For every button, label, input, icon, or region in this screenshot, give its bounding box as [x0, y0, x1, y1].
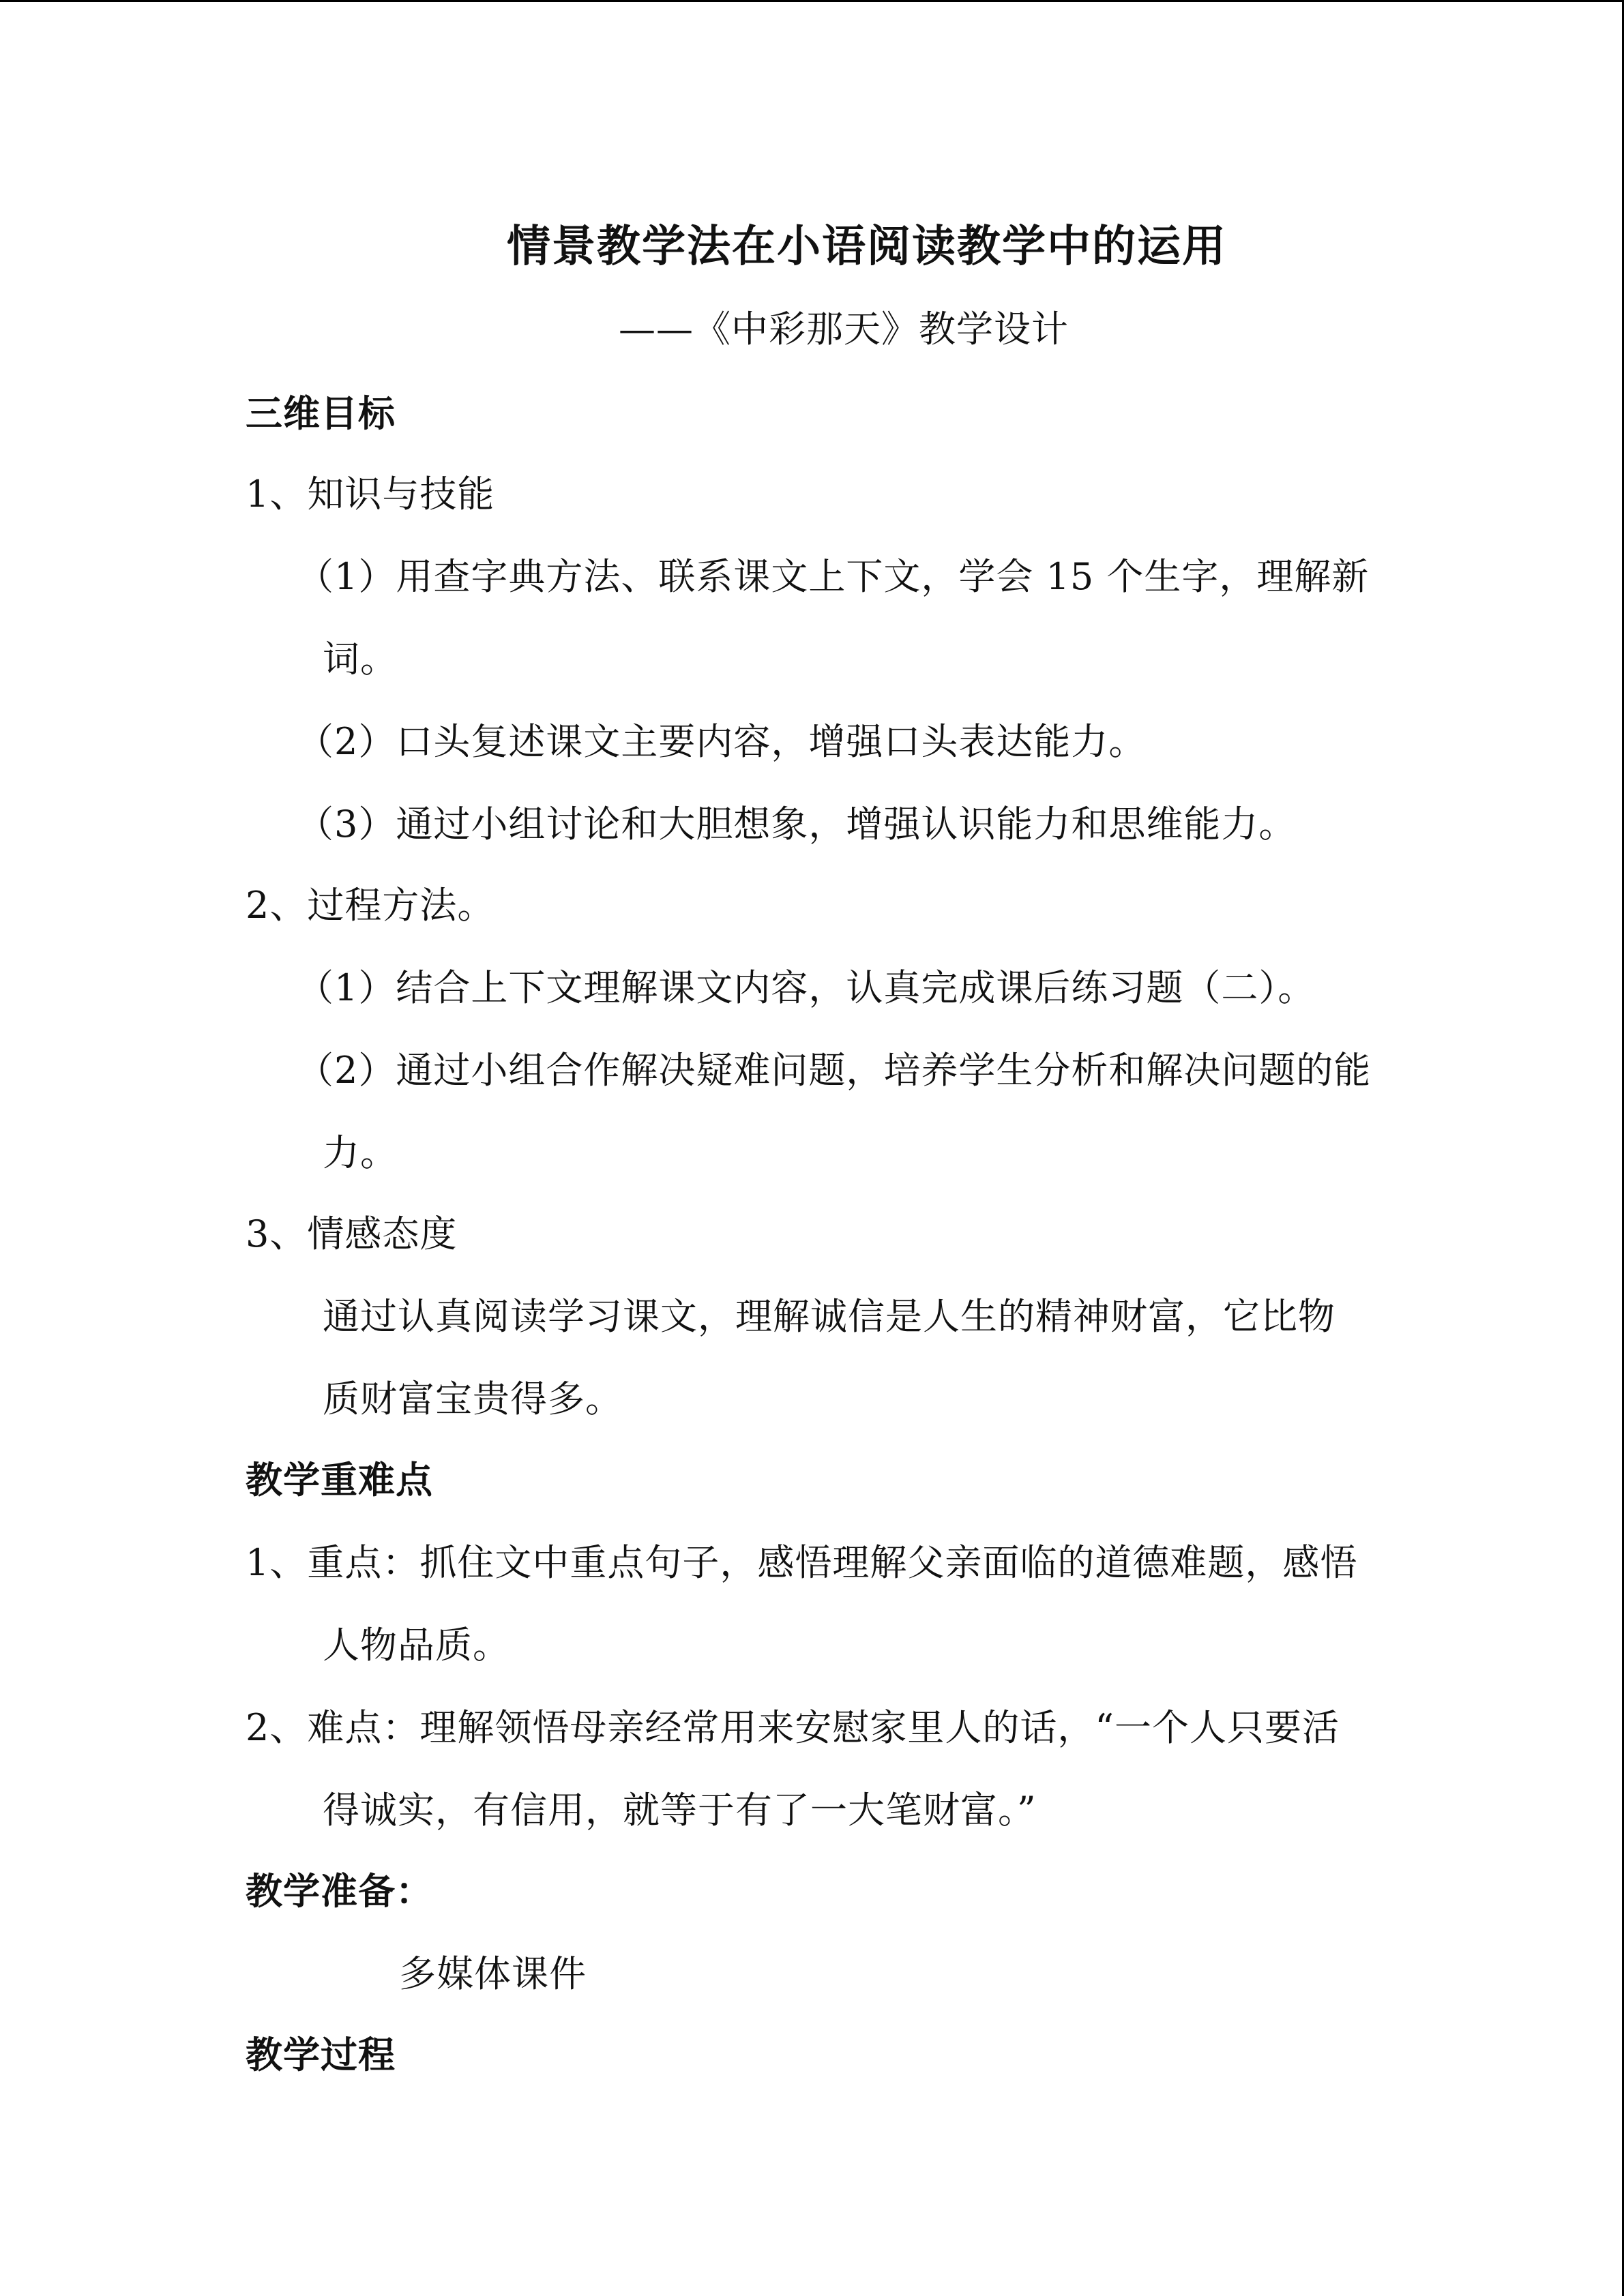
section-heading-goals: 三维目标 [246, 392, 396, 435]
difficulty-line1: 2、难点：理解领悟母亲经常用来安慰家里人的话，“一个人只要活 [246, 1706, 1340, 1749]
goal1-heading: 1、知识与技能 [246, 473, 495, 516]
goal3-text-line1: 通过认真阅读学习课文，理解诚信是人生的精神财富，它比物 [323, 1295, 1335, 1338]
goal1-item1-line2: 词。 [323, 638, 398, 681]
goal2-item2-line1: （2）通过小组合作解决疑难问题，培养学生分析和解决问题的能 [297, 1049, 1372, 1092]
goal3-text-line2: 质财富宝贵得多。 [323, 1377, 623, 1420]
goal2-item1: （1）结合上下文理解课文内容，认真完成课后练习题（二）。 [297, 966, 1316, 1009]
goal3-heading: 3、情感态度 [246, 1212, 458, 1255]
preparation-text: 多媒体课件 [399, 1952, 587, 1995]
goal1-item2: （2）口头复述课文主要内容，增强口头表达能力。 [297, 720, 1147, 763]
section-heading-key-points: 教学重难点 [246, 1459, 433, 1502]
goal2-heading: 2、过程方法。 [246, 884, 495, 927]
difficulty-line2: 得诚实，有信用，就等于有了一大笔财富。” [323, 1789, 1037, 1832]
goal1-item3: （3）通过小组讨论和大胆想象，增强认识能力和思维能力。 [297, 803, 1297, 846]
goal1-item1-line1: （1）用查字典方法、联系课文上下文，学会 15 个生字，理解新 [297, 555, 1370, 598]
section-heading-process: 教学过程 [246, 2033, 396, 2076]
goal2-item2-line2: 力。 [323, 1131, 398, 1174]
section-heading-preparation: 教学准备： [246, 1870, 433, 1913]
document-subtitle: ——《中彩那天》教学设计 [619, 308, 1069, 351]
key-point-line2: 人物品质。 [323, 1624, 510, 1667]
document-title: 情景教学法在小语阅读教学中的运用 [507, 222, 1227, 272]
key-point-line1: 1、重点：抓住文中重点句子，感悟理解父亲面临的道德难题，感悟 [246, 1541, 1358, 1584]
